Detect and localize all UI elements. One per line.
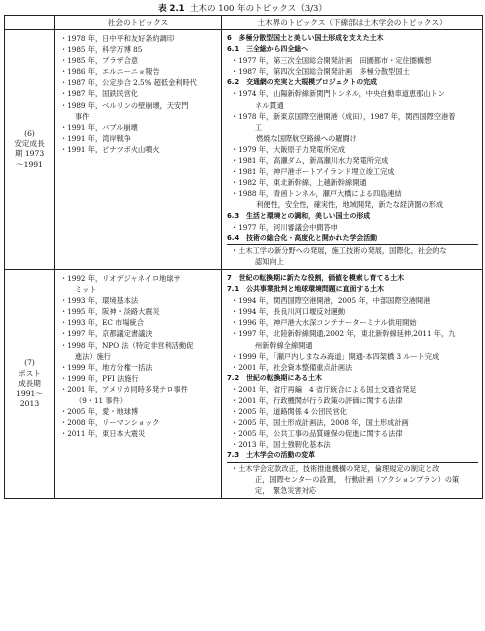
section-heading: 6 多極分散型国土と美しい国土形成を支えた土木 (227, 34, 384, 42)
table-caption (0, 4, 485, 14)
topic-line: ・1993 年，EC 市場統合 (60, 318, 144, 328)
topic-line: ・1987 年，国鉄民営化 (60, 89, 139, 99)
topic-line: ・1991 年，湾岸戦争 (60, 133, 131, 143)
topic-line: ・1987 年，第四次全国総合開発計画 多極分散型国土 (231, 67, 410, 77)
topic-line: ・1979 年，大飯原子力発電所完成 (231, 144, 346, 154)
section-heading: 6.2 交通網の充実と大規模プロジェクトの完成 (227, 78, 377, 87)
civil-cell (222, 269, 483, 498)
topic-line: ・1993 年，環境基本法 (60, 296, 139, 306)
topic-line: ・1991 年，バブル崩壊 (60, 122, 138, 132)
topic-line: ・1978 年，日中平和友好条約調印 (60, 34, 175, 43)
topic-line: 正，国際センターの設置， 行動計画（アクションプラン）の策 (255, 474, 460, 484)
topic-line: ・1997 年，京都議定書議決 (60, 329, 153, 339)
society-list (55, 30, 221, 157)
header-civil: 土木界のトピックス（下線部は土木学会のトピックス） (222, 16, 483, 30)
section-heading: 7.3 土木学会の活動の変革 (227, 450, 478, 462)
civil-cell (222, 30, 483, 270)
topic-line: ・2005 年，国土形成計画法，2008 年，国土形成計画 (231, 418, 409, 428)
topic-line: ・土木学会定款改正，技術推進機構の発足，倫理規定の制定と改 (231, 463, 440, 473)
society-cell (55, 30, 222, 270)
topic-line: ・2008 年，リーマンショック (60, 418, 160, 428)
topic-line: ・1981 年，神戸港ポートアイランド埋立竣工完成 (231, 167, 395, 177)
topic-line: ・1996 年，神戸港大水深コンテナーターミナル供用開始 (231, 318, 417, 328)
topic-line: ・2011 年，東日本大震災 (60, 429, 146, 439)
topic-line: ・1999 年，PFI 法施行 (60, 373, 139, 383)
period-label: (7) ポスト 成長期 1991～ 2013 (16, 358, 43, 409)
table-number: 表 2.1 (158, 4, 185, 14)
period-cell (5, 30, 55, 270)
topic-line: ・1977 年，第三次全国総合開発計画 田園都市・定住圏構想 (231, 56, 432, 66)
topic-line: ・1994 年，関西国際空港開港，2005 年，中部国際空港開港 (231, 296, 431, 306)
topics-table (4, 15, 483, 499)
topic-line: ・2001 年，社会資本整備重点計画法 (231, 362, 353, 372)
topic-line: 認知向上 (255, 256, 284, 266)
topic-line: ・1978 年，新東京国際空港開港（成田），1987 年，関西国際空港着 (231, 111, 456, 121)
topic-line: ・2005 年，公共工事の品質確保の促進に関する法律 (231, 429, 403, 439)
topic-line: ・1988 年，青函トンネル，瀬戸大橋による四島連結 (231, 189, 402, 199)
topic-line: ・1998 年，NPO 法（特定非営利活動促 (60, 340, 194, 350)
topic-line: ・2001 年，省庁再編 4 省庁統合による国土交通省発足 (231, 384, 417, 394)
topic-line: 事件 (75, 111, 90, 121)
topic-line: ミット (75, 285, 97, 295)
period-cell (5, 269, 55, 498)
topic-line: ・1977 年，河川審議会中間答申 (231, 222, 338, 232)
topic-line: ・1985 年，プラザ合意 (60, 56, 139, 66)
topic-line: ・1999 年，「瀬戸内しまなみ海道」開通-本四架橋 3 ルート完成 (231, 351, 440, 361)
society-cell (55, 269, 222, 498)
header-society: 社会のトピックス (55, 16, 222, 30)
society-list (55, 270, 221, 441)
header-period (5, 16, 55, 30)
section-heading: 7.2 世紀の転換期にある土木 (227, 373, 322, 382)
civil-list (222, 30, 482, 269)
topic-line: ・1987 年，公定歩合 2.5% 超低金利時代 (60, 78, 197, 88)
topic-line: ・1989 年，ベルリンの壁崩壊，天安門 (60, 100, 189, 110)
topic-line: ・1986 年，エルニーニョ報告 (60, 67, 160, 77)
topic-line: 工 (255, 122, 263, 132)
topic-line: ・2005 年，道路関係 4 公団民営化 (231, 407, 347, 417)
table-title: 土木の 100 年のトピックス（3/3） (190, 4, 327, 14)
topic-line: ネル貫通 (255, 100, 284, 110)
topic-line: ・土木工学の新分野への発展，施工技術の発展，国際化，社会的な (231, 245, 447, 255)
topic-line: ・2005 年，愛・地球博 (60, 407, 139, 417)
topic-line: ・1974 年，山陽新幹線新関門トンネル，中央自動車道恵那山トン (231, 89, 445, 99)
period-row-6 (5, 30, 483, 270)
civil-list (222, 270, 482, 498)
topic-line: ・1999 年，地方分権一括法 (60, 362, 153, 372)
topic-line: 燃焼な国際航空路線への羅闘け (249, 133, 357, 143)
section-heading: 6.1 三全総から四全総へ (227, 45, 309, 54)
topic-line: ・1995 年，阪神・淡路大震災 (60, 307, 160, 317)
topic-line: ・2001 年，行政機関が行う政策の評価に関する法律 (231, 396, 403, 405)
topic-line: ・1997 年，北陸新幹線開通,2002 年，東北新幹線延伸,2011 年，九 (231, 329, 456, 339)
topic-line: ・2013 年，国土強靭化基本法 (231, 440, 331, 450)
topic-line: ・1992 年，リオデジャネイロ地球サ (60, 273, 181, 283)
topic-line: 定， 緊急災害対応 (255, 485, 317, 495)
section-heading: 6.3 生活と環境との調和，美しい国土の形成 (227, 211, 371, 220)
section-heading: 6.4 技術の総合化・高度化と開かれた学会活動 (227, 233, 478, 245)
topic-line: ・2001 年，アメリカ同時多発テロ事件 (60, 384, 188, 394)
header-row (5, 16, 483, 30)
topic-line: ・1982 年，東北新幹線，上越新幹線開通 (231, 178, 367, 188)
topic-line: 州新幹線全線開通 (255, 340, 313, 350)
section-heading: 7.1 公共事業批判と地球環境問題に直面する土木 (227, 285, 384, 294)
topic-line: 利便性，安全性，確実性，地域開発，新たな経済圏の形成 (249, 200, 444, 210)
topic-line: ・1985 年，科学万博 85 (60, 45, 143, 55)
topic-line: 進法）施行 (75, 351, 111, 361)
period-label: (6) 安定成長 期 1973 ～1991 (14, 129, 45, 169)
topic-line: ・1994 年，長良川河口堰反対運動 (231, 307, 346, 317)
topic-line: ・1991 年，ピナツボ火山噴火 (60, 144, 160, 154)
topic-line: ・1981 年，高瀬ダム，新高瀬川水力発電所完成 (231, 156, 389, 166)
period-row-7 (5, 269, 483, 498)
section-heading: 7 世紀の転換期に新たな役割，価値を模索し育てる土木 (227, 273, 405, 282)
topic-line: （9・11 事件） (75, 396, 127, 405)
